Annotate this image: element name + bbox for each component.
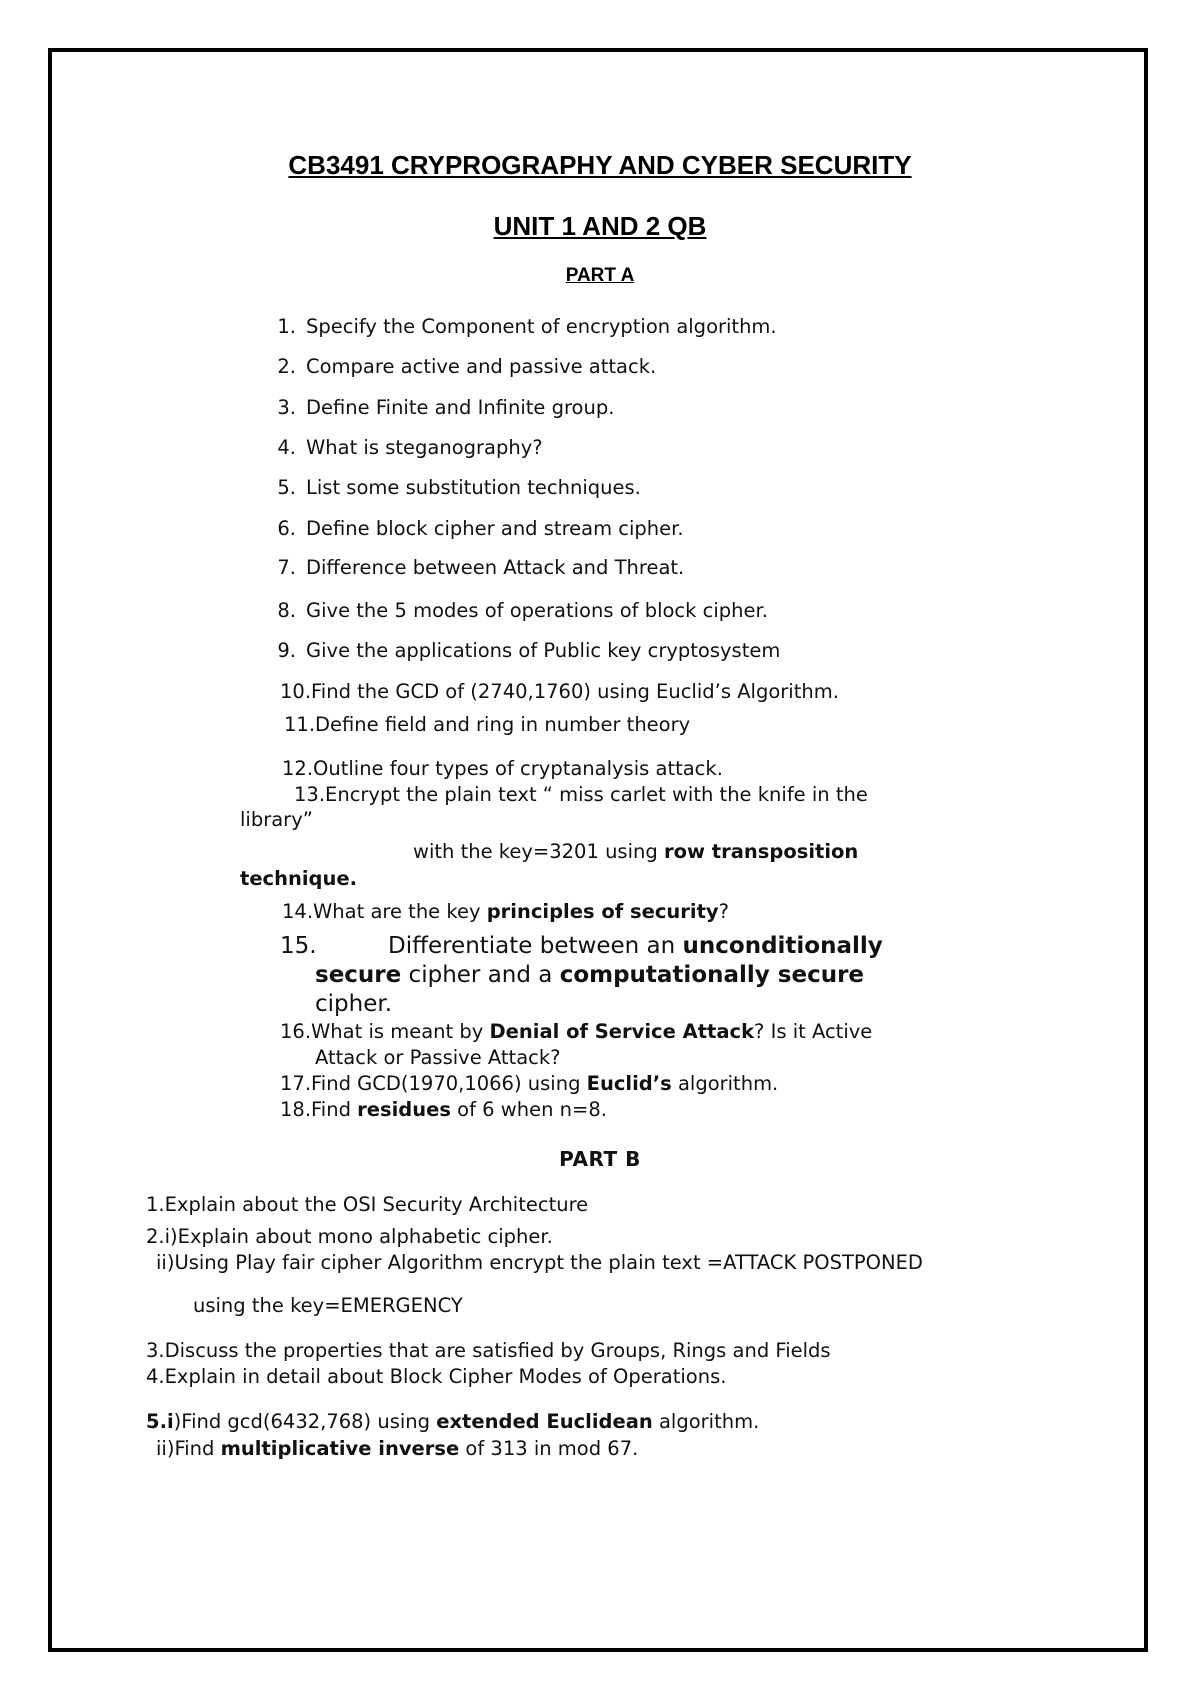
bold-text: multiplicative inverse [220,1437,460,1460]
question-item [280,933,883,961]
bold-text: extended Euclidean [436,1410,653,1433]
bold-text: principles of security [486,900,719,923]
question-item [280,1020,872,1043]
question-text: 10.Find the GCD of (2740,1760) using Euclid’s Algorithm. [280,680,839,703]
question-number: 5. [277,476,296,499]
question-text: Give the 5 modes of operations of block cipher. [306,599,768,622]
question-text: Attack or Passive Attack? [315,1046,561,1069]
question-item [262,639,780,662]
question-text: using the key=EMERGENCY [193,1294,463,1317]
question-number: 8. [277,599,296,622]
question-item [315,962,864,990]
question-text: 2.i)Explain about mono alphabetic cipher. [146,1225,553,1248]
bold-text: computationally secure [559,962,865,988]
bold-text: residues [357,1098,451,1121]
question-item [262,517,684,540]
question-text: Give the applications of Public key cryptosystem [306,639,781,662]
bold-text: unconditionally [682,933,883,959]
question-text: with the key=3201 using [413,840,664,863]
course-title: CB3491 CRYPROGRAPHY AND CYBER SECURITY [288,150,912,180]
question-text: algorithm. [652,1410,760,1433]
question-text: 13.Encrypt the plain text “ miss carlet with the knife in the [294,783,868,806]
question-number: 1. [277,315,296,338]
unit-title: UNIT 1 AND 2 QB [493,211,707,241]
question-text: Compare active and passive attack. [306,355,657,378]
question-number: 9. [277,639,296,662]
question-item [146,1410,759,1433]
question-text: Difference between Attack and Threat. [306,556,685,579]
question-text: 12.Outline four types of cryptanalysis attack. [282,757,723,780]
question-text: cipher and a [401,962,560,988]
question-text: 14.What are the key [282,900,487,923]
question-text: What is steganography? [306,436,543,459]
question-number: 3. [277,396,296,419]
question-text: )Find gcd(6432,768) using [173,1410,437,1433]
part-b-heading: PART B [559,1147,641,1171]
question-number: 7. [277,556,296,579]
question-text: library” [240,808,313,831]
question-text: 17.Find GCD(1970,1066) using [280,1072,587,1095]
question-item [156,1437,638,1460]
question-text: 16.What is meant by [280,1020,490,1043]
question-number: 2. [277,355,296,378]
question-text: ii)Using Play fair cipher Algorithm encrypt the plain text =ATTACK POSTPONED [156,1251,923,1274]
question-text: ? [718,900,730,923]
question-item [262,556,684,579]
question-number: 6. [277,517,296,540]
bold-text: row transposition [663,840,859,863]
question-text: 4.Explain in detail about Block Cipher Modes of Operations. [146,1365,727,1388]
bold-text: Denial of Service Attack [489,1020,755,1043]
question-item [280,1098,607,1121]
question-text: algorithm. [671,1072,779,1095]
bold-text: Euclid’s [586,1072,672,1095]
question-item [262,355,656,378]
question-text: List some substitution techniques. [306,476,641,499]
question-item [262,396,614,419]
question-text: ? Is it Active [754,1020,873,1043]
question-number: 4. [277,436,296,459]
question-item [280,1072,778,1095]
question-text: ii)Find [156,1437,221,1460]
question-item [282,900,729,923]
bold-text: 5.i [146,1410,174,1433]
question-text: 11.Define field and ring in number theory [284,713,691,736]
question-text: Define Finite and Infinite group. [306,396,615,419]
question-text: of 313 in mod 67. [459,1437,639,1460]
question-text: 3.Discuss the properties that are satisfied by Groups, Rings and Fields [146,1339,831,1362]
bold-text: technique. [240,867,358,890]
part-a-heading: PART A [565,265,635,286]
question-text: Specify the Component of encryption algorithm. [306,315,777,338]
question-number: 15. [280,933,317,959]
question-item [413,840,858,863]
question-text: Define block cipher and stream cipher. [306,517,684,540]
question-text: 18.Find [280,1098,358,1121]
question-item [262,436,543,459]
question-text: of 6 when n=8. [450,1098,607,1121]
bold-text: secure [315,962,402,988]
question-item [262,315,777,338]
question-item [262,476,641,499]
question-text: 1.Explain about the OSI Security Architecture [146,1193,589,1216]
question-item [262,599,768,622]
question-text: cipher. [315,991,393,1017]
question-text: Differentiate between an [388,933,683,959]
